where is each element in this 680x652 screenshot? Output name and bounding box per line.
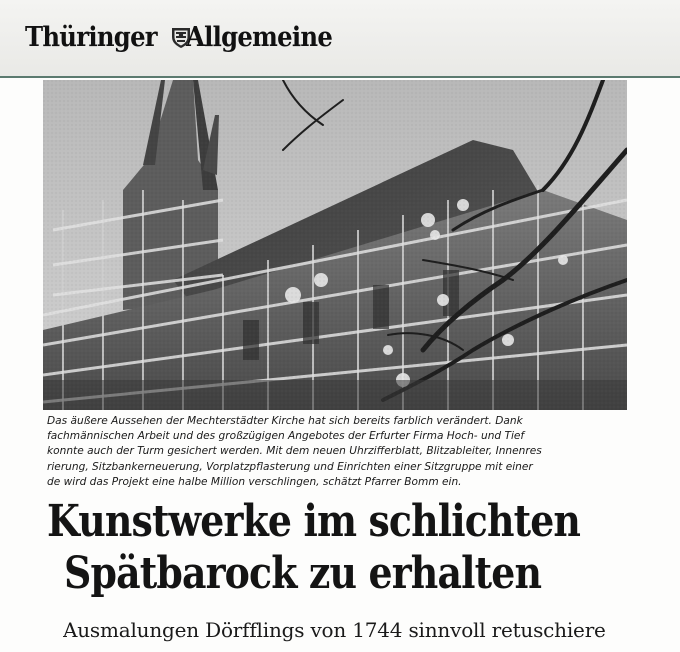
photo-caption (47, 414, 623, 490)
headline-line-2: Spätbarock zu erhalten (64, 548, 542, 599)
caption-line: konnte auch der Turm gesichert werden. Mit dem neuen Uhrzifferblatt, Blitzableiter, Innenres (47, 445, 542, 458)
brand-logo (25, 14, 348, 60)
brand-name-left: Thüringer (25, 21, 157, 53)
subheadline: Ausmalungen Dörfflings von 1744 sinnvoll retuschiere (63, 618, 606, 642)
masthead (0, 0, 680, 78)
church-scaffolding-photo (43, 80, 627, 410)
headline (0, 496, 627, 600)
caption-line: rierung, Sitzbankerneuerung, Vorplatzpflasterung und Einrichten einer Sitzgruppe mit einer (47, 460, 533, 473)
caption-line: Das äußere Aussehen der Mechterstädter Kirche hat sich bereits farblich verändert. Dank (47, 415, 523, 427)
caption-line: fachmännischen Arbeit und des großzügigen Angebotes der Erfurter Firma Hoch- und Tief (47, 430, 525, 443)
brand-name-right: Allgemeine (185, 21, 332, 53)
caption-line: de wird das Projekt eine halbe Million verschlingen, schätzt Pfarrer Bomm ein. (47, 475, 462, 488)
headline-line-1: Kunstwerke im schlichten (47, 496, 581, 547)
